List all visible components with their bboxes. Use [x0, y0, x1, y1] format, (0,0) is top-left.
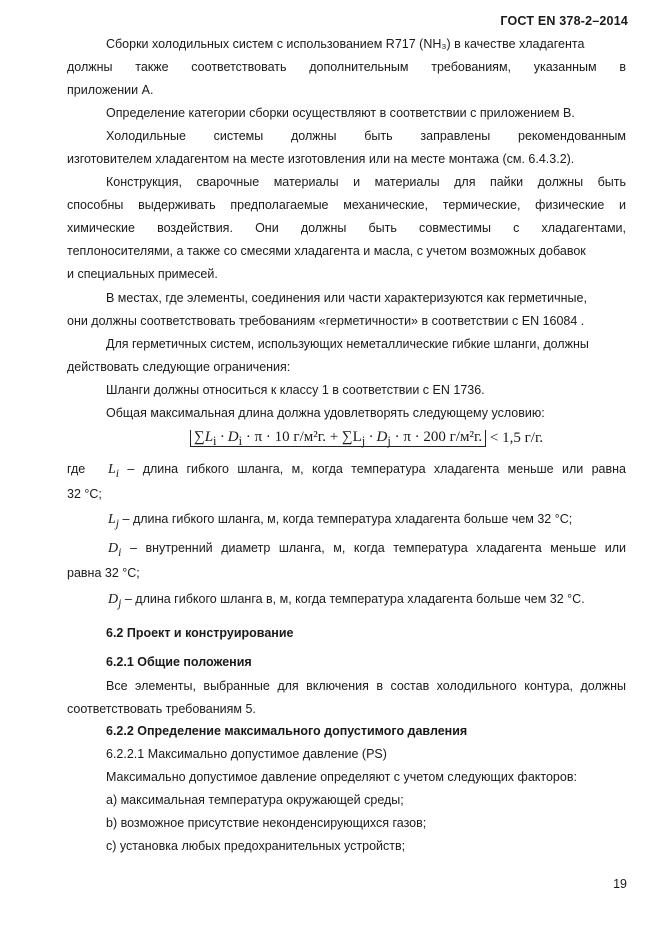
- definition-li: [108, 458, 626, 481]
- paragraph-line: Холодильные системы должны быть заправлены рекомендованным: [106, 129, 626, 143]
- paragraph-line: Конструкция, сварочные материалы и материалы для пайки должны быть: [106, 175, 626, 189]
- definition-di: [108, 537, 626, 560]
- definition-text: – длина гибкого шланга, м, когда температура хладагента меньше или равна: [127, 462, 626, 476]
- paragraph-line: Для герметичных систем, использующих неметаллические гибкие шланги, должны: [106, 337, 589, 351]
- formula-subscript: j: [361, 434, 366, 449]
- paragraph-line: В местах, где элементы, соединения или части характеризуются как герметичные,: [106, 291, 587, 305]
- symbol-letter: D: [108, 592, 119, 607]
- paragraph-line: должны также соответствовать дополнительным требованиям, указанным в: [67, 60, 626, 74]
- paragraph-line: 32 °C;: [67, 487, 102, 501]
- paragraph-line: соответствовать требованиям 5.: [67, 702, 256, 716]
- section-heading-6-2: 6.2 Проект и конструирование: [106, 626, 294, 640]
- definition-text: – длина гибкого шланга в, м, когда температура хладагента больше чем 32 °C.: [124, 592, 585, 606]
- formula-term: · D: [365, 429, 388, 446]
- list-item: c) установка любых предохранительных устройств;: [106, 839, 406, 853]
- symbol-letter: D: [108, 541, 119, 556]
- paragraph-line: изготовителем хладагентом на месте изготовления или на месте монтажа (см. 6.4.3.2).: [67, 152, 575, 166]
- list-item: b) возможное присутствие неконденсирующихся газов;: [106, 816, 427, 830]
- paragraph-line: химические воздействия. Они должны быть совместимы с хладагентами,: [67, 221, 626, 235]
- paragraph-line: способны выдерживать предполагаемые механические, термические, физические и: [67, 198, 626, 212]
- formula-subscript: i: [238, 434, 243, 449]
- symbol-dj: [108, 592, 122, 610]
- symbol-lj: [108, 512, 120, 530]
- list-item: a) максимальная температура окружающей среды;: [106, 793, 404, 807]
- formula-term: ∑L: [194, 429, 214, 446]
- symbol-li: [108, 462, 120, 480]
- paragraph-line: Определение категории сборки осуществляют в соответствии с приложением В.: [106, 106, 575, 120]
- symbol-subscript: j: [118, 596, 122, 610]
- page-number: 19: [613, 877, 627, 891]
- formula-subscript: i: [213, 434, 217, 449]
- section-heading-6-2-1: 6.2.1 Общие положения: [106, 655, 252, 669]
- symbol-letter: L: [108, 462, 116, 477]
- paragraph-line: равна 32 °C;: [67, 566, 140, 580]
- definition-text: – длина гибкого шланга, м, когда температура хладагента больше чем 32 °C;: [122, 512, 573, 526]
- paragraph-line: Сборки холодильных систем с использованием R717 (NH₃) в качестве хладагента: [106, 37, 585, 51]
- formula-term: · D: [216, 429, 239, 446]
- subsection-6-2-2-1: 6.2.2.1 Максимально допустимое давление (PS): [106, 747, 387, 761]
- definition-dj: [108, 588, 626, 615]
- formula-term: · π · 200 г/м²г.: [390, 429, 483, 446]
- paragraph-line: Максимально допустимое давление определяют с учетом следующих факторов:: [106, 770, 577, 784]
- section-heading-6-2-2: 6.2.2 Определение максимального допустимого давления: [106, 724, 468, 738]
- paragraph-line: Все элементы, выбранные для включения в состав холодильного контура, должны: [106, 679, 626, 693]
- standard-designation: ГОСТ EN 378-2–2014: [500, 14, 628, 28]
- definition-text: – внутренний диаметр шланга, м, когда температура хладагента меньше или: [129, 541, 626, 555]
- paragraph-line: Общая максимальная длина должна удовлетворять следующему условию:: [106, 406, 545, 420]
- definition-lj: [108, 508, 626, 535]
- paragraph-line: теплоносителями, а также со смесями хладагента и масла, с учетом возможных добавок: [67, 244, 586, 258]
- where-label: где: [67, 462, 86, 476]
- formula-term: · π · 10 г/м²г. + ∑L: [242, 429, 362, 446]
- formula-subscript: j: [387, 434, 391, 449]
- symbol-subscript: i: [115, 466, 120, 480]
- formula-floor-bracket: [190, 430, 486, 447]
- symbol-di: [108, 541, 122, 559]
- hose-length-formula: [190, 426, 543, 450]
- paragraph-line: приложении А.: [67, 83, 154, 97]
- paragraph-line: Шланги должны относиться к классу 1 в соответствии с EN 1736.: [106, 383, 485, 397]
- formula-rhs: < 1,5 г/г.: [489, 430, 544, 446]
- paragraph-line: действовать следующие ограничения:: [67, 360, 291, 374]
- paragraph-line: они должны соответствовать требованиям «герметичности» в соответствии с EN 16084 .: [67, 314, 585, 328]
- symbol-subscript: j: [115, 516, 120, 530]
- symbol-subscript: i: [118, 545, 122, 559]
- paragraph-line: и специальных примесей.: [67, 267, 218, 281]
- symbol-letter: L: [108, 512, 116, 527]
